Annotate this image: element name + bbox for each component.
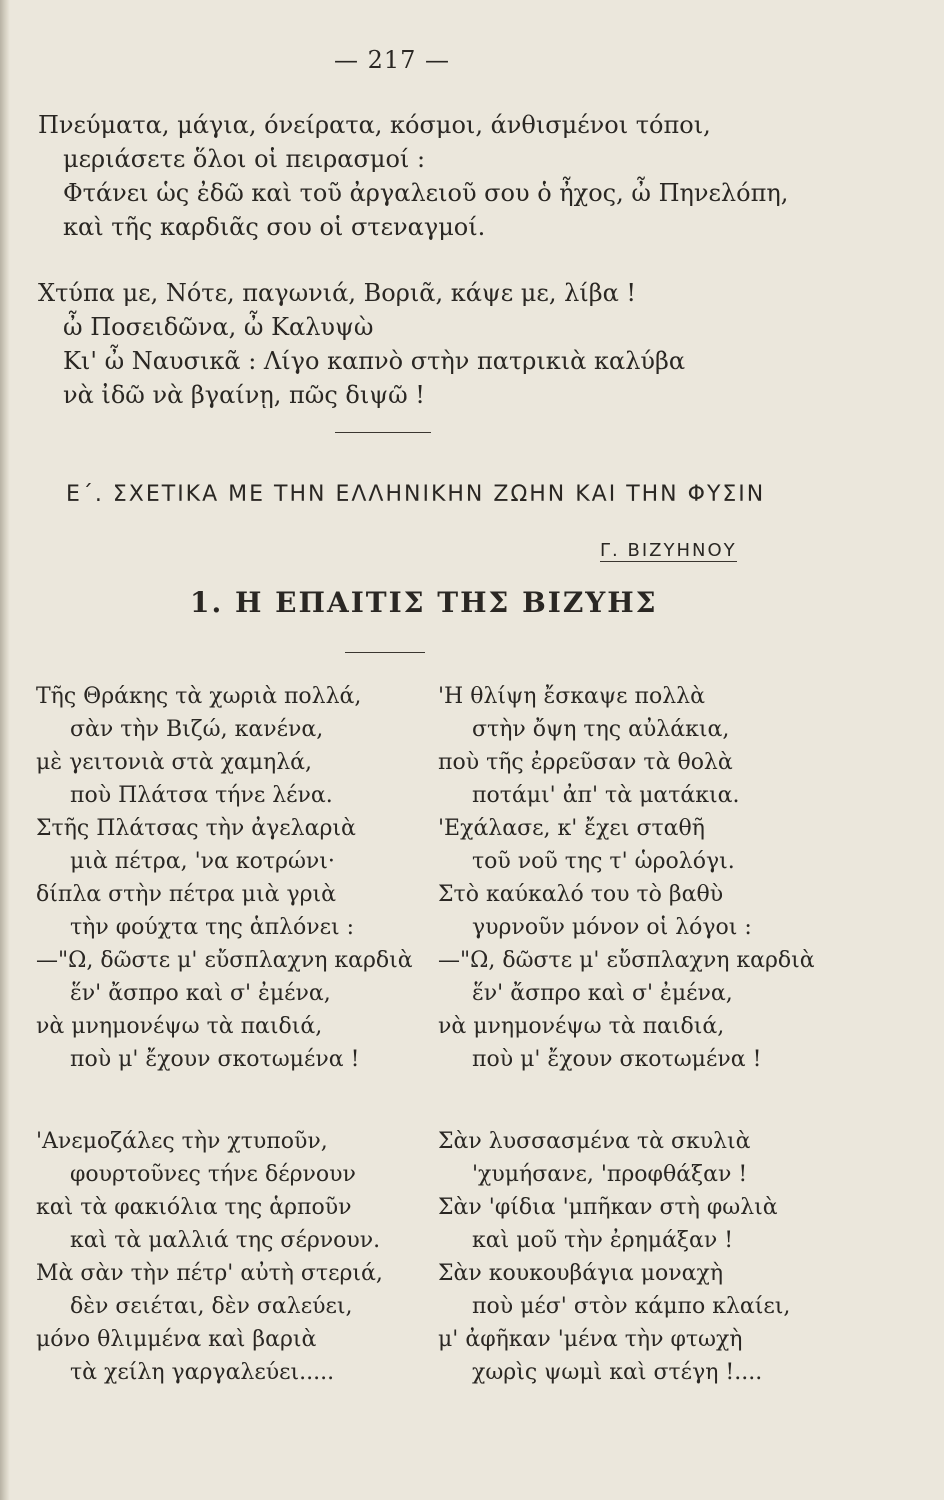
verse-line: ποὺ μέσ' στὸν κάμπο κλαίει, (472, 1294, 791, 1319)
verse-line: καὶ τῆς καρδιᾶς σου οἱ στεναγμοί. (63, 213, 486, 241)
poem-title: 1. Η ΕΠΑΙΤΙΣ ΤΗΣ ΒΙΖΥΗΣ (190, 586, 658, 619)
section-heading: Ε΄. ΣΧΕΤΙΚΑ ΜΕ ΤΗΝ ΕΛΛΗΝΙΚΗΝ ΖΩΗΝ ΚΑΙ ΤΗΝ ΦΥΣΙΝ (66, 482, 766, 507)
verse-line: νὰ ἰδῶ νὰ βγαίνῃ, πῶς διψῶ ! (63, 381, 425, 409)
verse-line: τὴν φούχτα της ἁπλόνει : (70, 915, 355, 940)
right-stanza-2 (438, 1125, 815, 1389)
title-divider (345, 652, 425, 653)
verse-line: ποὺ τῆς ἐρρεῦσαν τὰ θολὰ (438, 750, 733, 775)
verse-line: Φτάνει ὡς ἐδῶ καὶ τοῦ ἀργαλειοῦ σου ὁ ἦχος, ὦ Πηνελόπη, (63, 179, 789, 207)
verse-line: καὶ τὰ φακιόλια της ἁρποῦν (36, 1195, 352, 1220)
verse-line: ἕν' ἄσπρο καὶ σ' ἐμένα, (70, 981, 331, 1006)
verse-line: Στῆς Πλάτσας τὴν ἀγελαριὰ (36, 816, 356, 841)
verse-line: Τῆς Θράκης τὰ χωριὰ πολλά, (36, 684, 362, 709)
verse-line: —"Ω, δῶστε μ' εὔσπλαχνη καρδιὰ (36, 948, 413, 973)
verse-line: μιὰ πέτρα, 'να κοτρώνι· (70, 849, 335, 874)
verse-line: ποὺ Πλάτσα τήνε λένα. (70, 783, 333, 808)
left-stanza-2 (36, 1125, 413, 1389)
left-stanza-1 (36, 680, 413, 1076)
verse-line: Πνεύματα, μάγια, όνείρατα, κόσμοι, άνθισμένοι τόποι, (38, 111, 711, 139)
verse-line: σὰν τὴν Βιζώ, κανένα, (70, 717, 324, 742)
verse-line: ἕν' ἄσπρο καὶ σ' ἐμένα, (472, 981, 733, 1006)
page-binding-edge (0, 0, 10, 1500)
verse-line: ὦ Ποσειδῶνα, ὦ Καλυψὼ (63, 313, 374, 341)
verse-line: καὶ τὰ μαλλιά της σέρνουν. (70, 1228, 381, 1253)
verse-line: φουρτοῦνες τήνε δέρνουν (70, 1162, 356, 1187)
verse-line: —"Ω, δῶστε μ' εὔσπλαχνη καρδιὰ (438, 948, 815, 973)
verse-line: Σὰν λυσσασμένα τὰ σκυλιὰ (438, 1129, 751, 1154)
verse-line: Χτύπα με, Νότε, παγωνιά, Βοριᾶ, κάψε με, λίβα ! (38, 279, 637, 307)
verse-line: γυρνοῦν μόνον οἱ λόγοι : (472, 915, 752, 940)
verse-line: μεριάσετε ὅλοι οἱ πειρασμοί : (63, 145, 426, 173)
verse-line: 'Ανεμοζάλες τὴν χτυποῦν, (36, 1129, 328, 1154)
poem-left-column (36, 680, 413, 1389)
verse-line: ποτάμι' ἀπ' τὰ ματάκια. (472, 783, 740, 808)
verse-line: τοῦ νοῦ της τ' ὡρολόγι. (472, 849, 735, 874)
verse-line: 'χυμήσανε, 'προφθάξαν ! (472, 1162, 748, 1187)
verse-line: 'Εχάλασε, κ' ἔχει σταθῆ (438, 816, 705, 841)
right-stanza-1 (438, 680, 815, 1076)
verse-line: τὰ χείλη γαργαλεύει..... (70, 1360, 335, 1385)
verse-line: μ' ἀφῆκαν 'μένα τὴν φτωχὴ (438, 1327, 743, 1352)
verse-line: Μὰ σὰν τὴν πέτρ' αὐτὴ στεριά, (36, 1261, 383, 1286)
verse-line: Σὰν κουκουβάγια μοναχὴ (438, 1261, 724, 1286)
verse-line: δίπλα στὴν πέτρα μιὰ γριὰ (36, 882, 337, 907)
verse-line: μὲ γειτονιὰ στὰ χαμηλά, (36, 750, 313, 775)
page-number: — 217 — (333, 46, 451, 74)
author-name: Γ. ΒΙΖΥΗΝΟΥ (600, 540, 737, 561)
verse-line: 'Η θλίψη ἔσκαψε πολλὰ (438, 684, 705, 709)
poem-right-column (438, 680, 815, 1389)
verse-line: στὴν ὄψη της αὐλάκια, (472, 717, 730, 742)
verse-line: καὶ μοῦ τὴν ἐρημάξαν ! (472, 1228, 734, 1253)
verse-line: νὰ μνημονέψω τὰ παιδιά, (36, 1014, 323, 1039)
verse-line: Σὰν 'φίδια 'μπῆκαν στὴ φωλιὰ (438, 1195, 778, 1220)
verse-line: ποὺ μ' ἔχουν σκοτωμένα ! (70, 1047, 360, 1072)
verse-line: Κι' ὦ Ναυσικᾶ : Λίγο καπνὸ στὴν πατρικιὰ καλύβα (63, 347, 686, 375)
verse-line: ποὺ μ' ἔχουν σκοτωμένα ! (472, 1047, 762, 1072)
verse-line: δὲν σειέται, δὲν σαλεύει, (70, 1294, 353, 1319)
verse-line: χωρὶς ψωμὶ καὶ στέγη !.... (472, 1360, 763, 1385)
section-divider (335, 432, 431, 433)
opening-stanza-1 (38, 108, 788, 244)
verse-line: μόνο θλιμμένα καὶ βαριὰ (36, 1327, 317, 1352)
verse-line: Στὸ καύκαλό του τὸ βαθὺ (438, 882, 724, 907)
verse-line: νὰ μνημονέψω τὰ παιδιά, (438, 1014, 725, 1039)
opening-stanza-2 (38, 276, 685, 412)
